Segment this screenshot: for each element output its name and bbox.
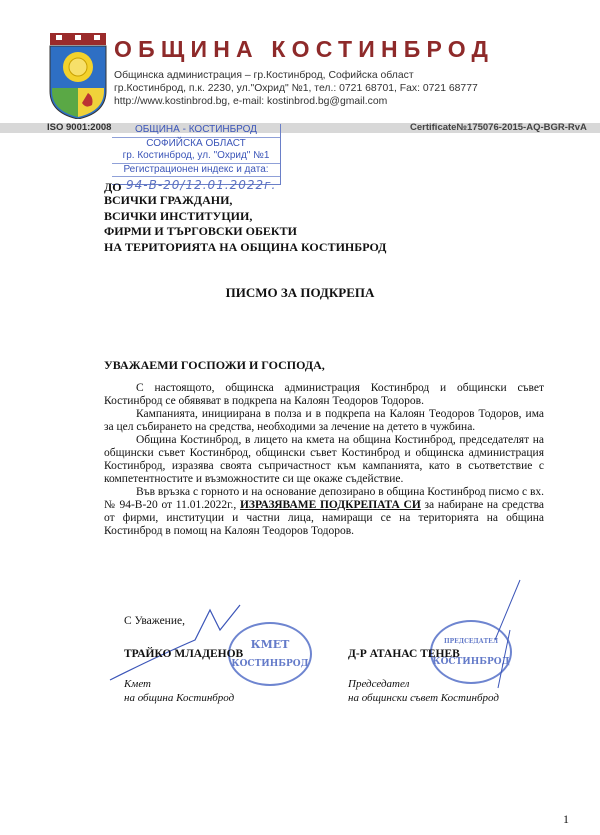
paragraph-text: Във връзка с горното и на основание депозирано в община Костинброд писмо с вх. № 94-В-20 от 11.01.2022г., [104, 486, 544, 511]
paragraph-text: за набиране на средства от фирми, институции и частни лица, намиращи се на територията на община Костинброд в помощ на Калоян Теодоров Тодоров. [104, 499, 544, 537]
paragraph: Община Костинброд, в лицето на кмета на община Костинброд, председателят на общински съвет Костинброд, общински съвет Костинброд и общинска администрация Костинброд, изразява своята съпричастност към кампанията, като в съответствие с компетентностите и възможностите си ще окаже съдействие. [104, 434, 544, 485]
role-title: Кмет [124, 678, 152, 690]
addressees [104, 193, 386, 255]
support-emphasis: ИЗРАЗЯВАМЕ ПОДКРЕПАТА СИ [239, 499, 421, 511]
letter-body [104, 382, 544, 538]
to-label: ДО [104, 180, 122, 194]
role-title: Председател [348, 678, 410, 690]
addressee: ВСИЧКИ ИНСТИТУЦИИ, [104, 208, 253, 223]
registration-stamp [112, 124, 281, 185]
addressee: ФИРМИ И ТЪРГОВСКИ ОБЕКТИ [104, 224, 297, 238]
role-org: на община Костинброд [124, 692, 235, 704]
certificate-label: Certificate№175076-2015-AQ-BGR-RvA [410, 122, 587, 133]
stamp-text: КМЕТ [250, 638, 290, 651]
mayor-role [124, 677, 234, 705]
page-number: 1 [563, 812, 569, 826]
iso-label: ISO 9001:2008 [47, 122, 112, 133]
addressee: НА ТЕРИТОРИЯТА НА ОБЩИНА КОСТИНБРОД [104, 239, 387, 254]
admin-address: Общинска администрация – гр.Костинброд, Софийска област [114, 70, 414, 81]
letter-title: ПИСМО ЗА ПОДКРЕПА [225, 285, 375, 300]
paragraph [104, 486, 544, 538]
signature-chairman [490, 570, 550, 690]
municipality-coat-of-arms-logo [48, 33, 108, 119]
stamp-text: КОСТИНБРОД [432, 657, 510, 667]
organization-title: ОБЩИНА КОСТИНБРОД [114, 36, 495, 62]
addressee: ВСИЧКИ ГРАЖДАНИ, [104, 193, 233, 207]
paragraph: Кампанията, инициирана в полза и в подкрепа на Калоян Теодоров Тодоров, има за цел събирането на средства, необходими за лечение на детето в чужбина. [104, 408, 544, 433]
closing: С Уважение, [124, 615, 185, 627]
salutation: УВАЖАЕМИ ГОСПОЖИ И ГОСПОДА, [104, 358, 325, 372]
stamp-text: КОСТИНБРОД [231, 659, 309, 669]
mayor-name: ТРАЙКО МЛАДЕНОВ [124, 648, 244, 660]
contact-web-email: http://www.kostinbrod.bg, e-mail: kostinbrod.bg@gmail.com [114, 96, 388, 107]
stamp-line: гр. Костинброд, ул. "Охрид" №1 [112, 150, 280, 164]
chairman-role [348, 677, 499, 705]
contact-phone: гр.Костинброд, п.к. 2230, ул."Охрид" №1, тел.: 0721 68701, Fax: 0721 68777 [114, 83, 478, 94]
paragraph: С настоящото, общинска администрация Костинброд и общински съвет Костинброд се обявяват в подкрепа на Калоян Теодоров Тодоров. [104, 382, 544, 407]
registration-number-handwritten: 94-В-20/12.01.2022г. [126, 178, 277, 192]
stamp-line: Регистрационен индекс и дата: [112, 164, 280, 178]
stamp-line: ОБЩИНА - КОСТИНБРОД [112, 124, 280, 138]
chairman-name: Д-Р АТАНАС ТЕНЕВ [348, 648, 460, 660]
stamp-line: СОФИЙСКА ОБЛАСТ [146, 137, 246, 149]
stamp-text: ПРЕДСЕДАТЕЛ [444, 638, 498, 645]
role-org: на общински съвет Костинброд [348, 692, 499, 704]
